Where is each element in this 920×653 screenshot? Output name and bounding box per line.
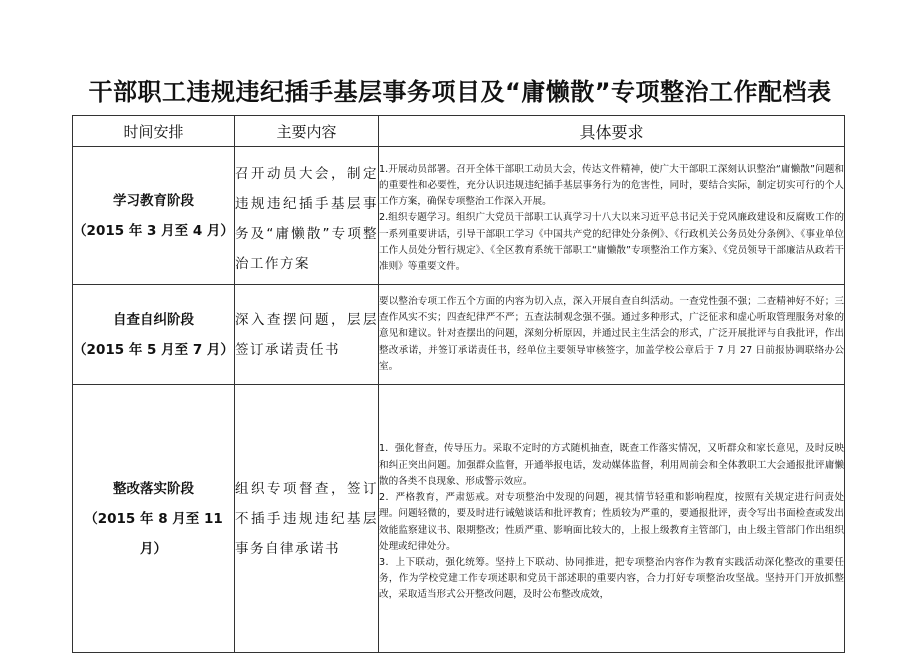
table-header-row xyxy=(73,116,845,147)
stage-name: 学习教育阶段 xyxy=(113,192,194,209)
requirement-item: 2.组织专题学习。组织广大党员干部职工认真学习十八大以来习近平总书记关于党风廉政建设和反腐败工作的一系列重要讲话，引导干部职工学习《中国共产党的纪律处分条例》、《行政机关公务员处分条例》、《事业单位工作人员处分暂行规定》、《全区教育系统干部职工“庸懒散”专项整治工作方案》、《党员领导干部廉洁从政若干准则》等重要文件。 xyxy=(379,212,844,272)
content-cell: 组织专项督查，签订不插手违规违纪基层事务自律承诺书 xyxy=(235,385,379,653)
stage-cell xyxy=(73,285,235,385)
requirement-item: 1．强化督查，传导压力。采取不定时的方式随机抽查，既查工作落实情况，又听群众和家长意见，及时反映和纠正突出问题。加强群众监督，开通举报电话，发动媒体监督，利用周前会和全体教职工大会通报批评庸懒散的各类不良现象、形成警示效应。 xyxy=(379,443,844,487)
requirement-item: 1.开展动员部署。召开全体干部职工动员大会，传达文件精神，使广大干部职工深刻认识整治“庸懒散”问题和的重要性和必要性，充分认识违规违纪插手基层事务行为的危害性，同时，要结合实际，制定切实可行的个人工作方案，确保专项整治工作深入开展。 xyxy=(379,163,844,208)
requirements-cell xyxy=(379,385,845,653)
stage-period: （2015 年 5 月至 7 月） xyxy=(73,341,234,358)
stage-cell xyxy=(73,147,235,285)
stage-period: （2015 年 8 月至 11 月） xyxy=(84,510,223,557)
requirements-cell xyxy=(379,285,845,385)
schedule-table xyxy=(72,115,845,653)
requirement-item: 2．严格教育，严肃惩戒。对专项整治中发现的问题，视其情节轻重和影响程度，按照有关规定进行问责处理。问题轻微的，要及时进行诫勉谈话和批评教育；性质较为严重的，要通报批评，责令写出书面检查或发出效能监察建议书、限期整改；性质严重、影响面比较大的，上报上级教育主管部门，由上级主管部门作出组织处理或纪律处分。 xyxy=(379,492,844,552)
stage-period: （2015 年 3 月至 4 月） xyxy=(73,222,234,239)
content-cell: 深入查摆问题，层层签订承诺责任书 xyxy=(235,285,379,385)
table-row xyxy=(73,285,845,385)
stage-cell xyxy=(73,385,235,653)
table-row xyxy=(73,385,845,653)
requirements-cell xyxy=(379,147,845,285)
page-title: 干部职工违规违纪插手基层事务项目及“庸懒散”专项整治工作配档表 xyxy=(88,78,832,106)
stage-name: 自查自纠阶段 xyxy=(113,311,194,328)
requirement-item: 要以整治专项工作五个方面的内容为切入点，深入开展自查自纠活动。一查党性强不强；二查精神好不好；三查作风实不实；四查纪律严不严；五查法制观念强不强。通过多种形式，广泛征求和虚心听取管理服务对象的意见和建议。针对查摆出的问题，深刻分析原因，并通过民主生活会的形式，广泛开展批评与自我批评，作出整改承诺，并签订承诺责任书，经单位主要领导审核签字，加盖学校公章后于 7 月 27 日前报协调联络办公室。 xyxy=(379,295,844,372)
requirement-item: 3．上下联动，强化统筹。坚持上下联动、协同推进，把专项整治内容作为教育实践活动深化整改的重要任务，作为学校党建工作专项述职和党员干部述职的重要内容，合力打好专项整治攻坚战。坚持开门开放抓整改，采取适当形式公开整改问题，及时公布整改成效， xyxy=(379,556,844,601)
header-time: 时间安排 xyxy=(73,116,235,147)
header-content: 主要内容 xyxy=(235,116,379,147)
content-cell: 召开动员大会，制定违规违纪插手基层事务及“庸懒散”专项整治工作方案 xyxy=(235,147,379,285)
stage-name: 整改落实阶段 xyxy=(113,480,194,497)
table-row xyxy=(73,147,845,285)
header-requirements: 具体要求 xyxy=(379,116,845,147)
